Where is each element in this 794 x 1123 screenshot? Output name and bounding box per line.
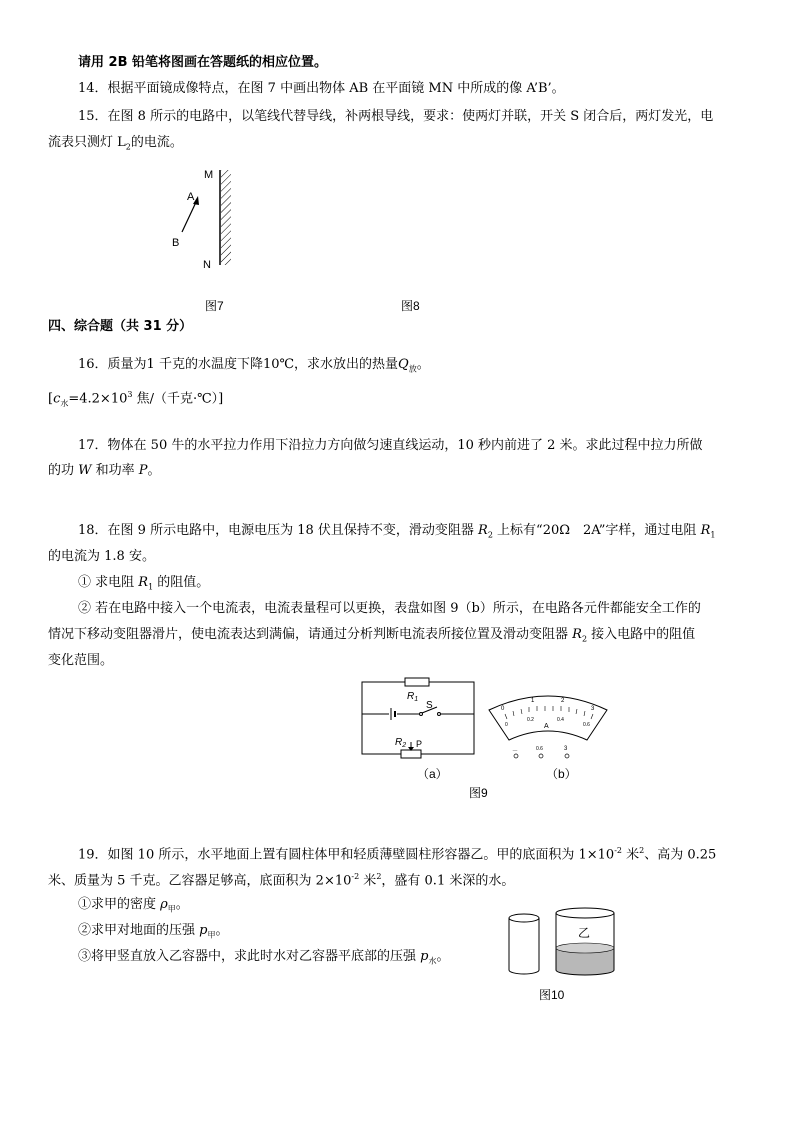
question-15-line2 (48, 134, 183, 157)
mirror-hatching (221, 170, 231, 265)
figure-9b-caption: （b） (546, 767, 577, 781)
label-n: N (203, 259, 211, 271)
q18-mid: 上标有“20Ω 2A”字样，通过电阻 (492, 523, 701, 538)
label-yi: 乙 (578, 926, 591, 940)
q18-i1: ① 求电阻 (78, 575, 139, 590)
figure-9-caption: 图9 (469, 786, 488, 800)
q15-sub: 2 (125, 142, 131, 152)
q19-pw: p (420, 949, 429, 964)
question-18-item2-line1: ② 若在电路中接入一个电流表，电流表量程可以更换，表盘如图 9（b）所示，在电路各元件都能安全工作的 (78, 601, 701, 616)
q18-i1end: 的阻值。 (153, 575, 210, 590)
question-17-line1: 17．物体在 50 牛的水平拉力作用下沿拉力方向做匀速直线运动，10 秒内前进了 2 米。求此过程中拉力所做 (78, 438, 703, 453)
question-18-item2-line2 (48, 626, 695, 649)
question-18-line1 (78, 522, 715, 545)
resistor-r1 (405, 678, 429, 686)
q17-text: 的功 (48, 463, 79, 478)
question-19-line2 (48, 868, 514, 890)
figure-8-caption: 图8 (401, 299, 420, 313)
object-arrow-ab (182, 200, 197, 232)
q18-r2: R (478, 523, 488, 538)
question-17-line2 (48, 462, 161, 480)
q16-csub: 水 (60, 398, 69, 408)
question-14: 14．根据平面镜成像特点，在图 7 中画出物体 AB 在平面镜 MN 中所成的像 A’B’。 (78, 81, 565, 96)
q17-end: 。 (147, 463, 161, 478)
q16-text: 16．质量为1 千克的水温度下降10℃，求水放出的热量 (78, 357, 399, 372)
q15-text-end: 的电流。 (130, 135, 183, 150)
q18-r2sub: 2 (487, 530, 493, 540)
q19-rhosub: 甲 (167, 904, 176, 914)
q16-unit: 焦/（千克·℃）] (132, 391, 224, 407)
label-m: M (204, 169, 214, 181)
switch-contact (438, 713, 441, 716)
water-surface (556, 943, 614, 953)
q19-rho: ρ (160, 897, 168, 912)
terminal-neg: － (512, 749, 519, 755)
q18-i2sub: 2 (581, 634, 588, 644)
figure-9a-circuit (355, 675, 485, 765)
container-yi (556, 908, 614, 975)
terminal-circle-3 (565, 754, 569, 758)
q16-exp: 3 (127, 390, 133, 399)
q17-w: W (78, 463, 92, 478)
top-tick-0: 0 (501, 706, 505, 712)
q16-end: 。 (416, 357, 430, 372)
switch-label: S (426, 700, 433, 711)
q18-i2r: R (572, 627, 582, 642)
question-19-item1 (78, 896, 189, 919)
q19-end2: ，盛有 0.1 米深的水。 (381, 873, 515, 889)
terminal-06: 0.6 (536, 746, 543, 752)
q19-text2: 米、质量为 5 千克。乙容器足够高，底面积为 2×10 (48, 873, 352, 889)
question-18-item1 (78, 574, 209, 597)
q16-val: =4.2×10 (68, 391, 128, 407)
q16-sub: 放 (408, 364, 417, 374)
r1-label: $R_1$ (407, 691, 419, 703)
q16-bracket: [ (48, 391, 54, 407)
q15-text: 流表只测灯 L (48, 135, 126, 150)
instruction-text: 请用 2B 铅笔将图画在答题纸的相应位置。 (78, 55, 328, 70)
bottom-tick-2: 0.4 (557, 717, 564, 723)
q19-exp2: 2 (639, 846, 645, 855)
q19-psub: 甲 (207, 930, 216, 940)
question-18-item2-line3: 变化范围。 (48, 653, 114, 668)
question-16-line1 (78, 356, 430, 379)
q19-unit2: 米 (359, 873, 377, 889)
q19-unit1: 米 (621, 847, 640, 863)
q19-i2end: 。 (215, 923, 229, 938)
question-18-line2: 的电流为 1.8 安。 (48, 549, 155, 564)
meter-unit: A (544, 723, 549, 730)
q19-exp4: 2 (376, 872, 382, 881)
figure-10-cylinders (500, 900, 620, 980)
q17-mid: 和功率 (91, 463, 139, 478)
slider-label: P (416, 739, 423, 749)
question-19-item3 (78, 948, 449, 971)
top-tick-3: 3 (591, 706, 595, 712)
q17-p: P (138, 463, 148, 478)
figure-7-mirror (160, 160, 260, 275)
q18-i2end: 接入电路中的阻值 (587, 627, 696, 642)
q19-text: 19．如图 10 所示，水平地面上置有圆柱体甲和轻质薄壁圆柱形容器乙。甲的底面积为 1×10 (78, 847, 615, 863)
q19-pwsub: 水 (428, 956, 437, 966)
terminal-circle-06 (539, 754, 543, 758)
bottom-tick-0: 0 (505, 722, 508, 728)
q19-exp3: -2 (351, 872, 360, 881)
q18-i1sub: 1 (148, 582, 154, 592)
q16-var: Q (398, 357, 409, 372)
label-a: A (187, 191, 195, 203)
q19-i2: ②求甲对地面的压强 (78, 923, 200, 938)
figure-9b-ammeter (483, 688, 613, 760)
top-tick-1: 1 (531, 698, 535, 704)
q18-i1r: R (138, 575, 149, 590)
cylinder-jia (509, 914, 539, 974)
q16-c: c (53, 391, 61, 407)
q19-i1end: 。 (175, 897, 189, 912)
q19-i3: ③将甲竖直放入乙容器中，求此时水对乙容器平底部的压强 (78, 949, 421, 964)
question-15-line1: 15．在图 8 所示的电路中，以笔线代替导线，补两根导线，要求：使两灯并联，开关 S 闭合后，两灯发光，电 (78, 109, 714, 124)
question-19-item2 (78, 922, 228, 945)
label-b: B (172, 237, 180, 249)
q18-r1sub: 1 (710, 530, 716, 540)
resistor-r2 (401, 750, 421, 758)
q19-exp1: -2 (614, 846, 622, 855)
question-16-line2 (48, 386, 223, 413)
q18-i2: 情况下移动变阻器滑片，使电流表达到满偏，请通过分析判断电流表所接位置及滑动变阻器 (48, 627, 573, 642)
question-19-line1 (78, 842, 716, 864)
figure-10-caption: 图10 (539, 988, 565, 1002)
q19-i1: ①求甲的密度 (78, 897, 161, 912)
bottom-tick-3: 0.6 (583, 722, 590, 728)
terminal-3: 3 (564, 746, 568, 752)
figure-7-caption: 图7 (205, 299, 224, 313)
top-tick-2: 2 (561, 698, 565, 704)
q18-text: 18．在图 9 所示电路中，电源电压为 18 伏且保持不变，滑动变阻器 (78, 523, 479, 538)
bottom-tick-1: 0.2 (527, 717, 534, 723)
figure-9a-caption: （a） (417, 767, 448, 781)
section-heading: 四、综合题（共 31 分） (48, 319, 193, 334)
q18-r1: R (700, 523, 711, 538)
r2-label: $R_2$ (395, 737, 407, 749)
q19-p: p (199, 923, 208, 938)
q19-i3end: 。 (436, 949, 450, 964)
q19-end1: 、高为 0.25 (644, 847, 717, 863)
